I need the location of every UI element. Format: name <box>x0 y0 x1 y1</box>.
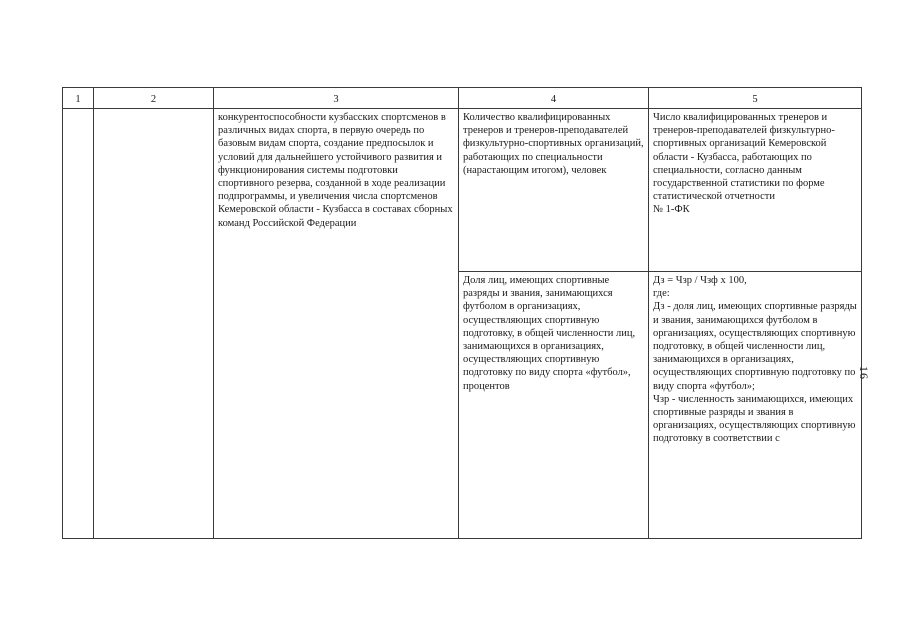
cell-method <box>649 272 862 539</box>
column-number-1: 1 <box>63 88 94 109</box>
page-number: 16 <box>857 366 871 380</box>
method-text: Число квалифицированных тренеров и тренеров-преподавателей физкультурно-спортивных организаций Кемеровской области - Кузбасса, работающих по специальности, согласно данным государственной статистики по форме статистической отчетности № 1-ФК <box>653 112 835 216</box>
indicator-text: Доля лиц, имеющих спортивные разряды и звания, занимающихся футболом в организациях, осуществляющих спортивную подготовку, в общей численности лиц, занимающихся в организациях, осуществляющих спортивную подготовку по виду спорта «футбол», процентов <box>463 275 636 392</box>
method-text: Дз = Чзр / Чзф х 100, где: Дз - доля лиц, имеющих спортивные разряды и звания, занимающихся футболом в организациях, осуществляющих спортивную подготовку, в общей численности лиц, занимающихся в организациях, осуществляющих спортивную подготовку по виду спорта «футбол»; Чзр - численность занимающихся, имеющих спортивные разряды и звания в организациях, осуществляющих спортивную подготовку в соответствии с <box>653 275 857 445</box>
column-number-row <box>63 88 862 109</box>
cell-task-description <box>214 109 459 539</box>
cell-indicator <box>459 109 649 272</box>
cell-col1 <box>63 109 94 539</box>
cell-method <box>649 109 862 272</box>
cell-indicator <box>459 272 649 539</box>
column-number-3: 3 <box>214 88 459 109</box>
task-description-text: конкурентоспособности кузбасских спортсменов в различных видах спорта, в первую очередь по базовым видам спорта, создание предпосылок и условий для дальнейшего устойчивого развития и функционирования системы подготовки спортивного резерва, созданной в ходе реализации подпрограммы, и увеличения числа спортсменов Кемеровской области - Кузбасса в составах сборных команд Российской Федерации <box>218 112 453 229</box>
column-number-4: 4 <box>459 88 649 109</box>
indicator-text: Количество квалифицированных тренеров и тренеров-преподавателей физкультурно-спортивных организаций, работающих по специальности (нарастающим итогом), человек <box>463 112 644 176</box>
table-row <box>63 109 862 272</box>
column-number-2: 2 <box>94 88 214 109</box>
column-number-5: 5 <box>649 88 862 109</box>
cell-col2 <box>94 109 214 539</box>
continuation-table <box>62 87 862 539</box>
